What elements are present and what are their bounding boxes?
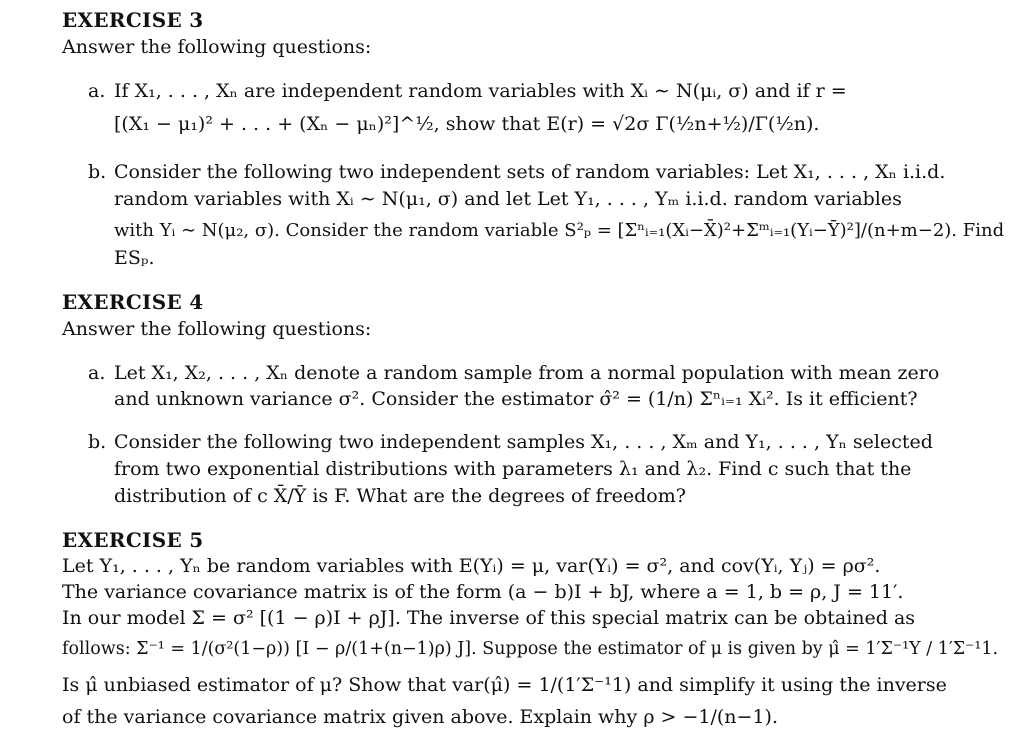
text-line: Let X₁, X₂, . . . , Xₙ denote a random sample from a normal population with mean zero [114, 362, 940, 384]
text-line: In our model Σ = σ² [(1 − ρ)I + ρJ]. The inverse of this special matrix can be obtained as [62, 607, 916, 629]
exercise-3-heading: EXERCISE 3 [62, 8, 204, 32]
text-line: from two exponential distributions with parameters λ₁ and λ₂. Find c such that the [114, 458, 912, 480]
text-line: ESₚ. [114, 247, 155, 269]
text-line: and unknown variance σ². Consider the estimator σ̂² = (1/n) Σⁿᵢ₌₁ Xᵢ². Is it efficient? [114, 388, 918, 410]
exercise-4-intro: Answer the following questions: [62, 318, 372, 340]
part-label: a. [88, 362, 106, 384]
exercise-3-intro: Answer the following questions: [62, 36, 372, 58]
exercise-4-heading: EXERCISE 4 [62, 290, 204, 314]
part-label: b. [88, 161, 107, 183]
text-line: Let Y₁, . . . , Yₙ be random variables with E(Yᵢ) = μ, var(Yᵢ) = σ², and cov(Yᵢ, Yⱼ) = ρσ². [62, 555, 881, 577]
text-line: Consider the following two independent samples X₁, . . . , Xₘ and Y₁, . . . , Yₙ selected [114, 431, 933, 453]
exercise-5-heading: EXERCISE 5 [62, 528, 204, 552]
text-line: Is μ̂ unbiased estimator of μ? Show that var(μ̂) = 1/(1′Σ⁻¹1) and simplify it using the inverse [62, 674, 947, 696]
text-line: If X₁, . . . , Xₙ are independent random variables with Xᵢ ∼ N(μᵢ, σ) and if r = [114, 80, 847, 102]
text-line: The variance covariance matrix is of the form (a − b)I + bJ, where a = 1, b = ρ, J = 11′. [62, 581, 904, 603]
part-label: b. [88, 431, 107, 453]
part-label: a. [88, 80, 106, 102]
text-line: follows: Σ⁻¹ = 1/(σ²(1−ρ)) [I − ρ/(1+(n−1)ρ) J]. Suppose the estimator of μ is given by μ̂ = 1′Σ⁻¹Y / 1′Σ⁻¹1. [62, 639, 999, 659]
text-line: random variables with Xᵢ ∼ N(μ₁, σ) and let Let Y₁, . . . , Yₘ i.i.d. random variables [114, 188, 902, 210]
text-line: of the variance covariance matrix given above. Explain why ρ > −1/(n−1). [62, 706, 779, 728]
text-line: distribution of c X̄/Ȳ is F. What are the degrees of freedom? [114, 485, 686, 507]
text-line: [(X₁ − μ₁)² + . . . + (Xₙ − μₙ)²]^½, show that E(r) = √2σ Γ(½n+½)/Γ(½n). [114, 113, 820, 135]
text-line: with Yᵢ ∼ N(μ₂, σ). Consider the random variable S²ₚ = [Σⁿᵢ₌₁(Xᵢ−X̄)²+Σᵐᵢ₌₁(Yᵢ−Ȳ)²]/(n+m−2). Find [114, 220, 1005, 241]
text-line: Consider the following two independent sets of random variables: Let X₁, . . . , Xₙ i.i.d. [114, 161, 946, 183]
